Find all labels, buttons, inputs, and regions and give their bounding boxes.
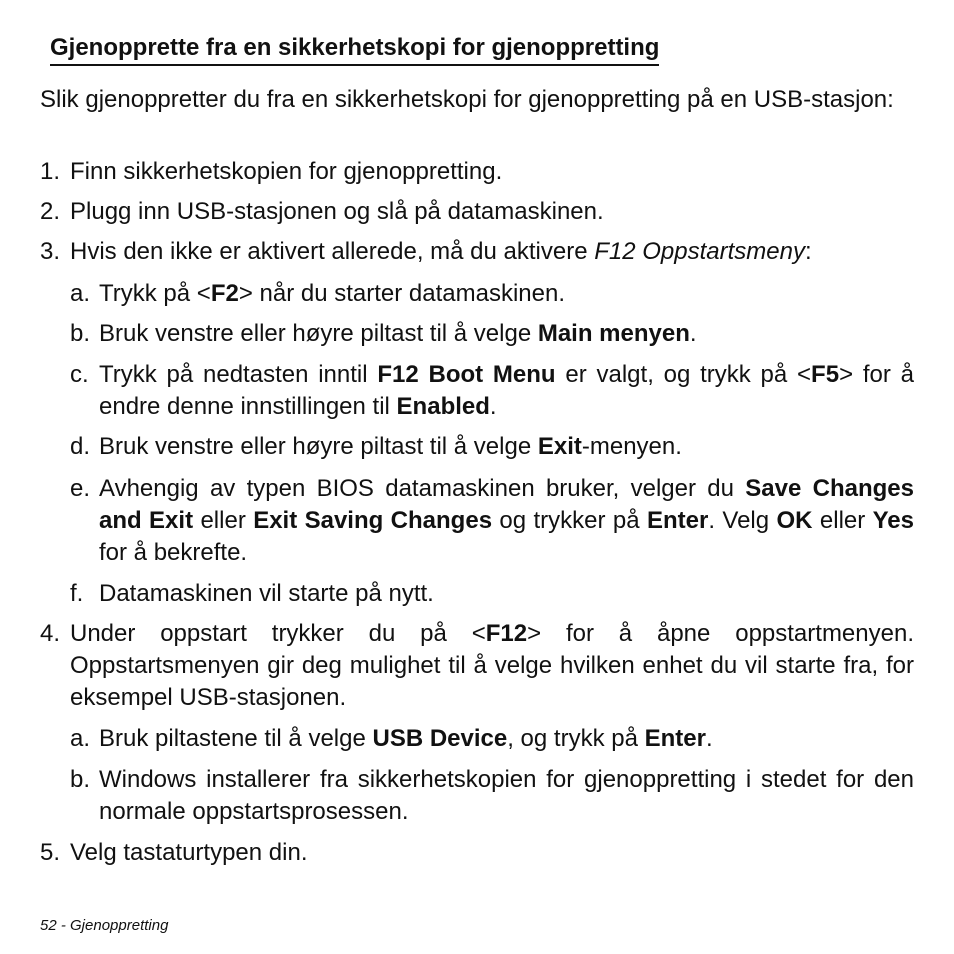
substep-letter: b. — [70, 766, 91, 793]
substep-text: Trykk på nedtasten inntil F12 Boot Menu er valgt, og trykk på <F5> for å endre denne innstillingen til Enabled. — [99, 361, 914, 420]
substep-text: Windows installerer fra sikkerhetskopien for gjenoppretting i stedet for den normale oppstartsprosessen. — [99, 766, 914, 825]
substep-text: Bruk venstre eller høyre piltast til å velge Main menyen. — [99, 320, 697, 347]
substep-text: Bruk venstre eller høyre piltast til å velge Exit-menyen. — [99, 433, 682, 460]
substep-text: Trykk på <F2> når du starter datamaskinen. — [99, 280, 566, 307]
substep-letter: f. — [70, 580, 84, 607]
substep-letter: b. — [70, 320, 91, 347]
substep-letter: d. — [70, 433, 91, 460]
step-number: 3. — [40, 238, 61, 265]
step-number: 1. — [40, 158, 61, 185]
step-text: Velg tastaturtypen din. — [70, 839, 308, 866]
step-text: Finn sikkerhetskopien for gjenoppretting. — [70, 158, 503, 185]
step-text: Plugg inn USB-stasjonen og slå på datamaskinen. — [70, 198, 604, 225]
menu-name: F12 Oppstartsmeny — [594, 238, 805, 265]
substep-text: Avhengig av typen BIOS datamaskinen bruker, velger du Save Changes and Exit eller Exit Saving Changes og trykker på Enter. Velg OK eller Yes for å bekrefte. — [99, 475, 915, 566]
substep-letter: a. — [70, 725, 91, 752]
step-number: 2. — [40, 198, 61, 225]
page-footer: 52 - Gjenoppretting — [40, 917, 169, 934]
step-number: 4. — [40, 620, 61, 647]
substep-letter: a. — [70, 280, 91, 307]
intro-paragraph: Slik gjenoppretter du fra en sikkerhetskopi for gjenoppretting på en USB-stasjon: — [40, 86, 894, 113]
substep-letter: c. — [70, 361, 89, 388]
step-text: Under oppstart trykker du på <F12> for å åpne oppstartmenyen. Oppstartsmenyen gir deg mulighet til å velge hvilken enhet du vil starte fra, for eksempel USB-stasjonen. — [70, 620, 914, 711]
step-text: Hvis den ikke er aktivert allerede, må du aktivere F12 Oppstartsmeny: — [70, 238, 812, 265]
substep-text: Datamaskinen vil starte på nytt. — [99, 580, 434, 607]
substep-letter: e. — [70, 475, 91, 502]
section-heading: Gjenopprette fra en sikkerhetskopi for gjenoppretting — [50, 32, 659, 66]
step-number: 5. — [40, 839, 61, 866]
substep-text: Bruk piltastene til å velge USB Device, og trykk på Enter. — [99, 725, 713, 752]
